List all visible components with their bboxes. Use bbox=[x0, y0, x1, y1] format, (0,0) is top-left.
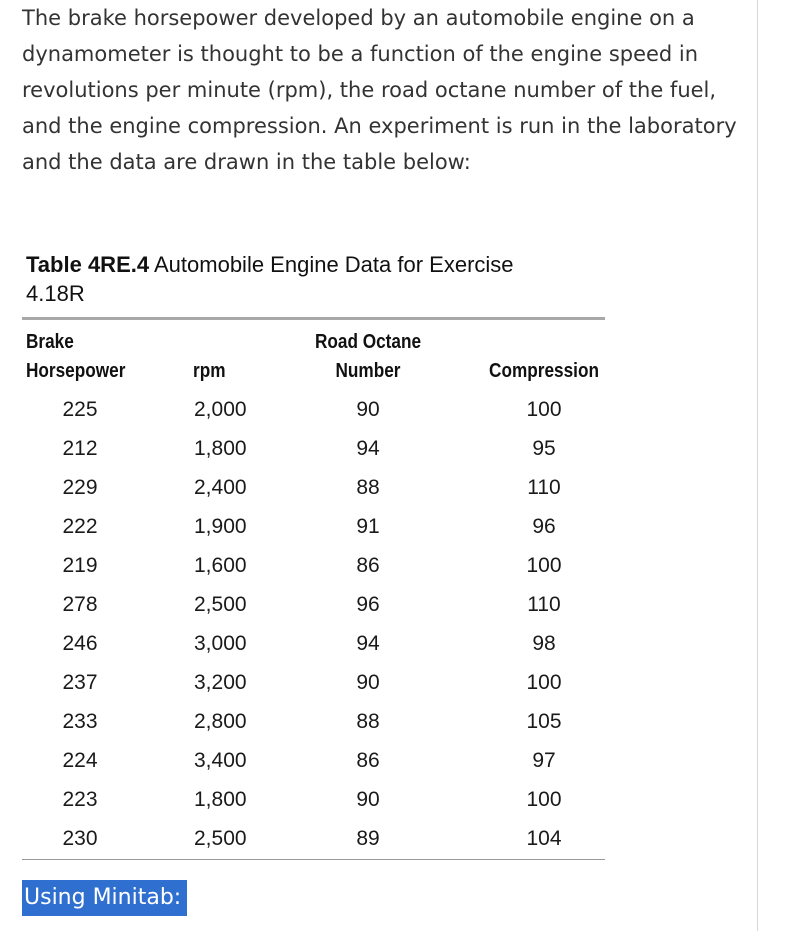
using-minitab-highlight: Using Minitab: bbox=[22, 880, 187, 916]
cell-rpm: 1,900 bbox=[194, 515, 247, 538]
cell-rpm: 2,500 bbox=[194, 593, 247, 616]
cell-road-octane: 91 bbox=[356, 515, 380, 538]
problem-statement: The brake horsepower developed by an automobile engine on a dynamometer is thought to be a function of the engine speed in revolutions per minute (rpm), the road octane number of the fuel, and the engine compression. An experiment is run in the laboratory and the data are drawn in the table below: bbox=[22, 6, 737, 174]
cell-brake-horsepower: 225 bbox=[62, 398, 98, 421]
cell-road-octane: 90 bbox=[356, 788, 380, 811]
cell-compression: 105 bbox=[526, 710, 562, 733]
table-caption bbox=[26, 250, 546, 308]
header-rpm: rpm bbox=[193, 360, 226, 382]
cell-compression: 110 bbox=[527, 593, 561, 616]
table-row bbox=[0, 585, 600, 624]
cell-rpm: 3,000 bbox=[194, 632, 247, 655]
cell-road-octane: 94 bbox=[356, 437, 380, 460]
cell-brake-horsepower: 230 bbox=[62, 827, 98, 850]
cell-compression: 97 bbox=[532, 749, 556, 772]
table-row bbox=[0, 702, 600, 741]
header-octane-line2: Number bbox=[335, 360, 401, 382]
cell-brake-horsepower: 223 bbox=[62, 788, 98, 811]
cell-rpm: 3,400 bbox=[194, 749, 247, 772]
table-row bbox=[0, 429, 600, 468]
cell-compression: 100 bbox=[526, 398, 562, 421]
cell-rpm: 1,800 bbox=[194, 437, 247, 460]
cell-brake-horsepower: 229 bbox=[62, 476, 98, 499]
cell-brake-horsepower: 224 bbox=[62, 749, 98, 772]
cell-rpm: 2,500 bbox=[194, 827, 247, 850]
cell-brake-horsepower: 233 bbox=[62, 710, 98, 733]
header-hp-line1: Brake bbox=[26, 331, 74, 353]
cell-compression: 100 bbox=[526, 788, 562, 811]
cell-compression: 100 bbox=[526, 554, 562, 577]
cell-road-octane: 90 bbox=[356, 398, 380, 421]
cell-brake-horsepower: 237 bbox=[62, 671, 98, 694]
table-title: Automobile Engine Data for Exercise 4.18R bbox=[26, 252, 514, 306]
cell-rpm: 2,400 bbox=[194, 476, 247, 499]
cell-compression: 96 bbox=[532, 515, 556, 538]
cell-brake-horsepower: 219 bbox=[62, 554, 98, 577]
cell-rpm: 3,200 bbox=[194, 671, 247, 694]
header-compression: Compression bbox=[489, 360, 599, 382]
header-octane-line1: Road Octane bbox=[314, 331, 422, 353]
table-row bbox=[0, 624, 600, 663]
table-row bbox=[0, 468, 600, 507]
cell-road-octane: 94 bbox=[356, 632, 380, 655]
table-number: Table 4RE.4 bbox=[26, 252, 150, 277]
cell-compression: 104 bbox=[526, 827, 562, 850]
table-row bbox=[0, 546, 600, 585]
cell-road-octane: 89 bbox=[356, 827, 380, 850]
cell-road-octane: 90 bbox=[356, 671, 380, 694]
cell-road-octane: 88 bbox=[356, 710, 380, 733]
cell-road-octane: 96 bbox=[356, 593, 380, 616]
table-top-rule bbox=[22, 317, 605, 320]
table-row bbox=[0, 780, 600, 819]
cell-rpm: 2,000 bbox=[194, 398, 247, 421]
header-brake-horsepower bbox=[26, 328, 125, 386]
cell-brake-horsepower: 278 bbox=[62, 593, 98, 616]
cell-rpm: 2,800 bbox=[194, 710, 247, 733]
cell-compression: 95 bbox=[532, 437, 556, 460]
cell-compression: 100 bbox=[526, 671, 562, 694]
cell-brake-horsepower: 246 bbox=[62, 632, 98, 655]
table-row bbox=[0, 507, 600, 546]
table-row bbox=[0, 390, 600, 429]
cell-road-octane: 86 bbox=[356, 749, 380, 772]
table-row bbox=[0, 819, 600, 858]
table-row bbox=[0, 663, 600, 702]
page-right-border bbox=[757, 0, 758, 931]
cell-brake-horsepower: 212 bbox=[62, 437, 98, 460]
header-road-octane bbox=[308, 328, 428, 386]
cell-road-octane: 88 bbox=[356, 476, 380, 499]
cell-road-octane: 86 bbox=[356, 554, 380, 577]
table-row bbox=[0, 741, 600, 780]
cell-rpm: 1,800 bbox=[194, 788, 247, 811]
cell-brake-horsepower: 222 bbox=[62, 515, 98, 538]
cell-rpm: 1,600 bbox=[194, 554, 247, 577]
header-hp-line2: Horsepower bbox=[26, 360, 126, 382]
cell-compression: 98 bbox=[532, 632, 556, 655]
table-bottom-rule bbox=[22, 859, 605, 860]
cell-compression: 110 bbox=[527, 476, 561, 499]
